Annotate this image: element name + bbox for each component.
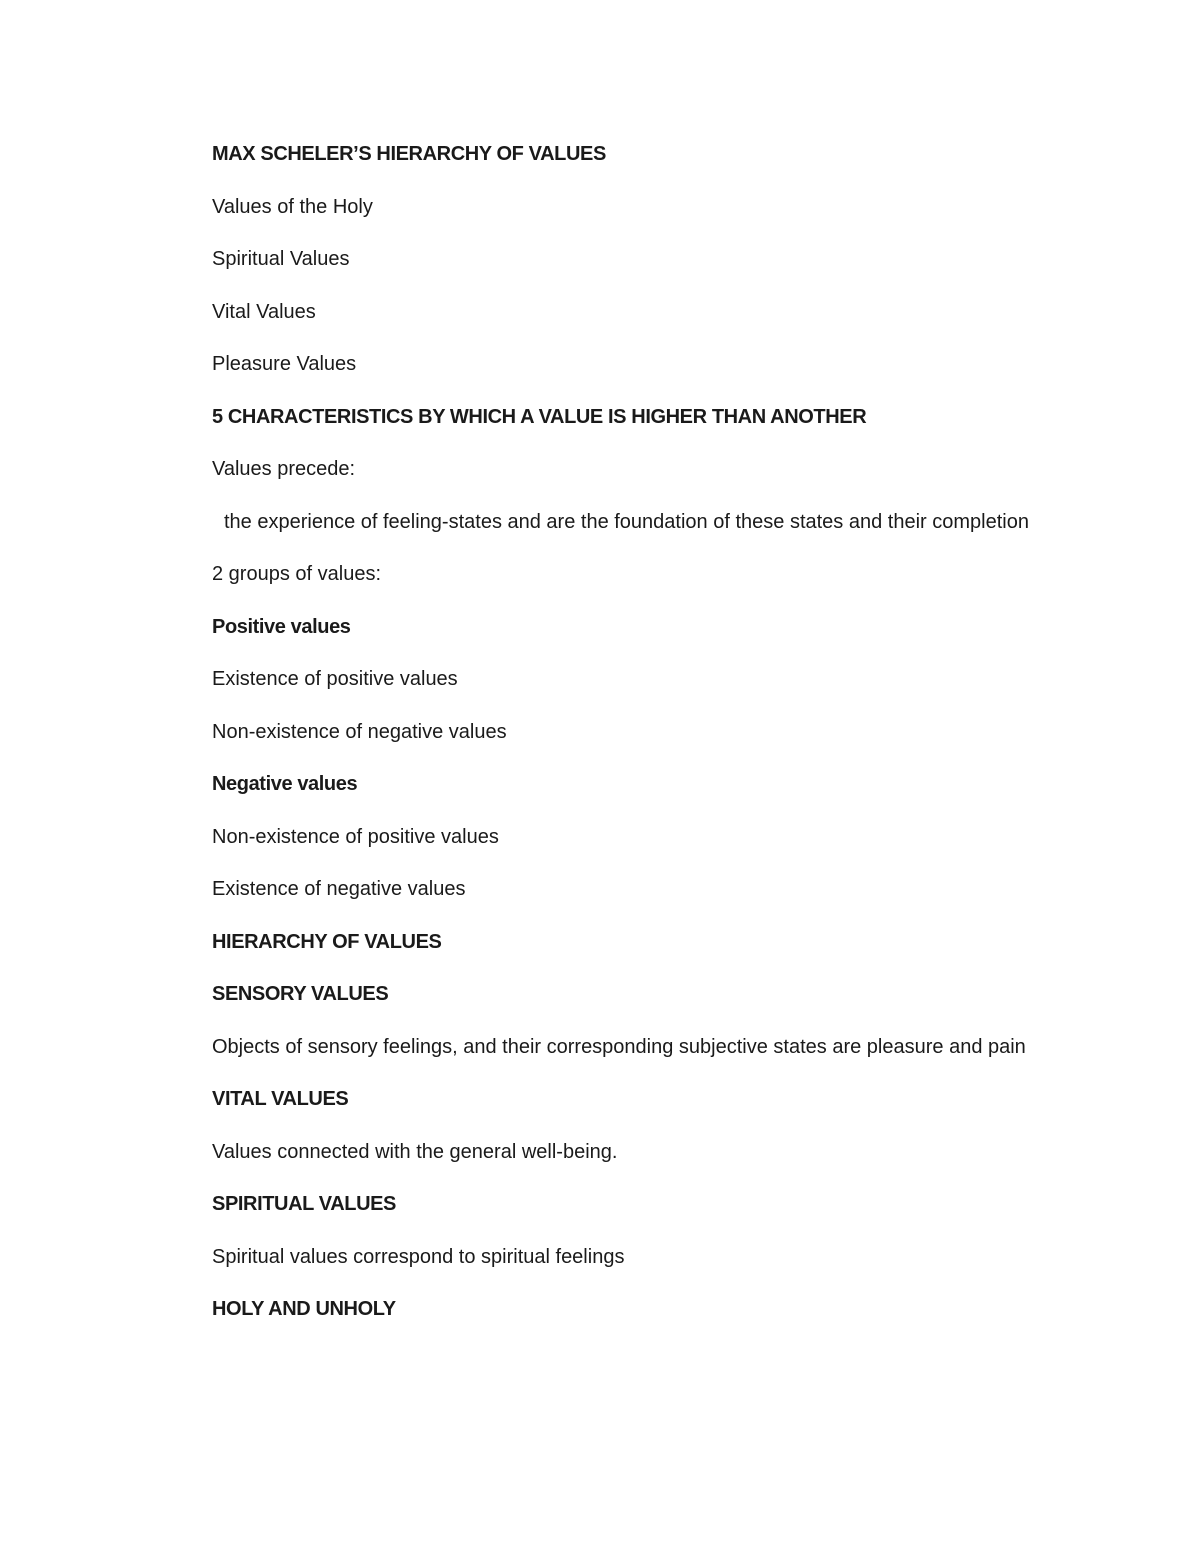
- document-title: MAX SCHELER’S HIERARCHY OF VALUES: [212, 143, 606, 165]
- list-item-spiritual-values: Spiritual Values: [212, 248, 350, 270]
- paragraph-values-precede: Values precede:: [212, 458, 356, 480]
- subheading-spiritual-values: SPIRITUAL VALUES: [212, 1193, 396, 1215]
- section-heading-hierarchy: HIERARCHY OF VALUES: [212, 930, 442, 953]
- list-item-existence-positive: Existence of positive values: [212, 668, 458, 690]
- paragraph-vital-values: Values connected with the general well-being.: [212, 1140, 618, 1163]
- paragraph-feeling-states: the experience of feeling-states and are the foundation of these states and their completion: [224, 510, 1029, 533]
- list-item-vital-values: Vital Values: [212, 300, 316, 323]
- paragraph-two-groups: 2 groups of values:: [212, 563, 381, 585]
- subheading-sensory-values: SENSORY VALUES: [212, 983, 389, 1005]
- list-item-pleasure-values: Pleasure Values: [212, 353, 357, 375]
- subheading-vital-values: VITAL VALUES: [212, 1088, 349, 1110]
- section-heading-characteristics: 5 CHARACTERISTICS BY WHICH A VALUE IS HIGHER THAN ANOTHER: [212, 405, 867, 428]
- subheading-positive-values: Positive values: [212, 615, 351, 638]
- list-item-nonexistence-negative: Non-existence of negative values: [212, 720, 507, 743]
- paragraph-sensory-values: Objects of sensory feelings, and their corresponding subjective states are pleasure and pain: [212, 1035, 1026, 1058]
- subheading-holy-and-unholy: HOLY AND UNHOLY: [212, 1298, 396, 1320]
- list-item-existence-negative: Existence of negative values: [212, 878, 466, 900]
- document-page: [212, 138, 1058, 1346]
- paragraph-spiritual-values: Spiritual values correspond to spiritual feelings: [212, 1245, 625, 1268]
- subheading-negative-values: Negative values: [212, 773, 358, 795]
- list-item-nonexistence-positive: Non-existence of positive values: [212, 825, 499, 848]
- list-item-values-of-the-holy: Values of the Holy: [212, 195, 373, 218]
